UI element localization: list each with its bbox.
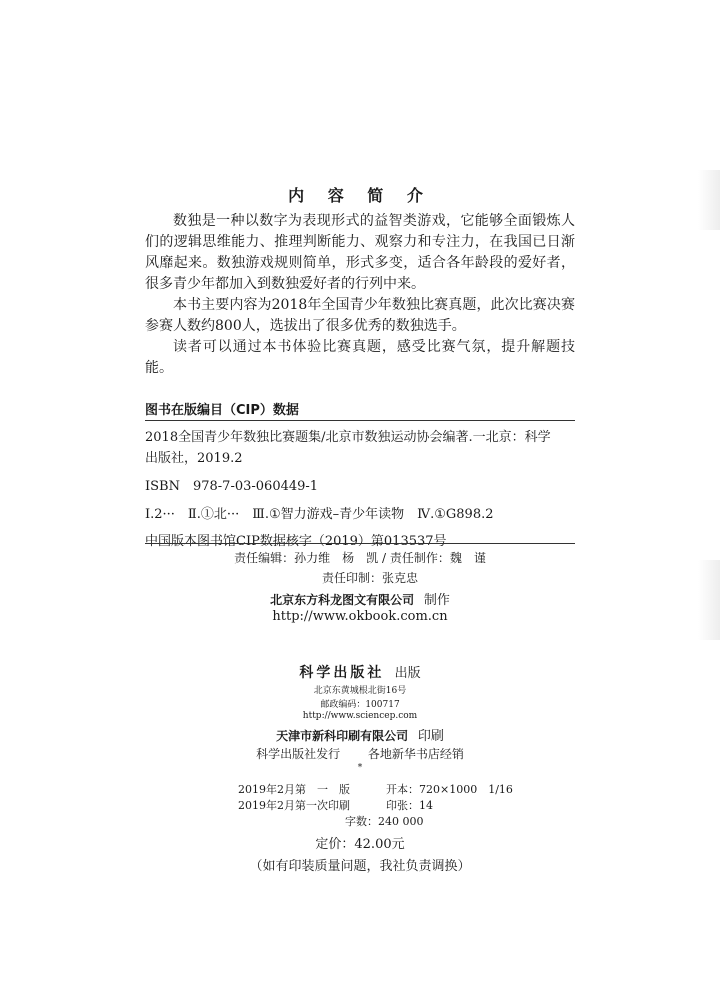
editor-line: 责任编辑：孙力维 杨 凯 / 责任制作：魏 谨 [234, 551, 486, 565]
print-line: 责任印制：张克忠 [321, 571, 418, 585]
producer-name: 北京东方科龙图文有限公司 [270, 593, 415, 607]
publisher-postcode: 邮政编码：100717 [320, 700, 400, 710]
cip-isbn: ISBN 978-7-03-060449-1 [145, 479, 319, 494]
intro-heading: 内 容 简 介 [288, 186, 432, 205]
quality-note: （如有印装质量问题，我社负责调换） [249, 859, 471, 874]
cip-record: 中国版本图书馆CIP数据核字（2019）第013537号 [145, 534, 447, 549]
producer-suffix: 制作 [423, 593, 450, 608]
printer-line [0, 725, 720, 744]
intro-paragraph: 本书主要内容为2018年全国青少年数独比赛真题，此次比赛决赛参赛人数约800人，选拔出了很多优秀的数独选手。 [145, 297, 575, 334]
printer-suffix: 印刷 [417, 729, 444, 744]
cip-entry-line2: 出版社，2019.2 [145, 451, 243, 466]
cip-body [145, 427, 575, 552]
distributor: 科学出版社发行 [256, 747, 341, 761]
cip-classification: Ⅰ.2··· Ⅱ.①北··· Ⅲ.①智力游戏–青少年读物 Ⅳ.①G898.2 [145, 507, 494, 522]
cip-top-rule [145, 420, 575, 421]
publisher-suffix: 出版 [394, 666, 421, 681]
distribution-line [0, 745, 720, 762]
producer-line [0, 589, 720, 608]
cip-entry-line1: 2018全国青少年数独比赛题集/北京市数独运动协会编著.一北京：科学 [145, 430, 551, 445]
cip-title: 图书在版编目（CIP）数据 [145, 403, 299, 418]
intro-text [145, 211, 575, 379]
divider-mark: * [357, 763, 363, 773]
intro-paragraph: 读者可以通过本书体验比赛真题，感受比赛气氛，提升解题技能。 [145, 339, 575, 376]
printer-name: 天津市新科印刷有限公司 [276, 729, 409, 743]
publisher-line [0, 662, 720, 682]
printing: 2019年2月第一次印刷 [238, 799, 350, 812]
retailer: 各地新华书店经销 [367, 747, 464, 761]
intro-paragraph: 数独是一种以数字为表现形式的益智类游戏，它能够全面锻炼人们的逻辑思维能力、推理判断能力、观察力和专注力，在我国已日渐风靡起来。数独游戏规则简单，形式多变，适合各年龄段的爱好者，很多青少年都加入到数独爱好者的行列中来。 [145, 213, 575, 292]
edition: 2019年2月第 一 版 [238, 783, 350, 796]
sheets: 印张：14 [386, 799, 433, 812]
word-count: 字数：240 000 [345, 815, 424, 828]
format: 开本：720×1000 1/16 [386, 783, 513, 796]
producer-url: http://www.okbook.com.cn [272, 609, 448, 624]
price: 定价：42.00元 [315, 837, 405, 852]
publisher-address: 北京东黄城根北街16号 [313, 686, 407, 696]
publisher-url: http://www.sciencep.com [302, 711, 418, 721]
cip-bottom-rule [145, 543, 575, 544]
publisher-name: 科学出版社 [299, 665, 385, 681]
